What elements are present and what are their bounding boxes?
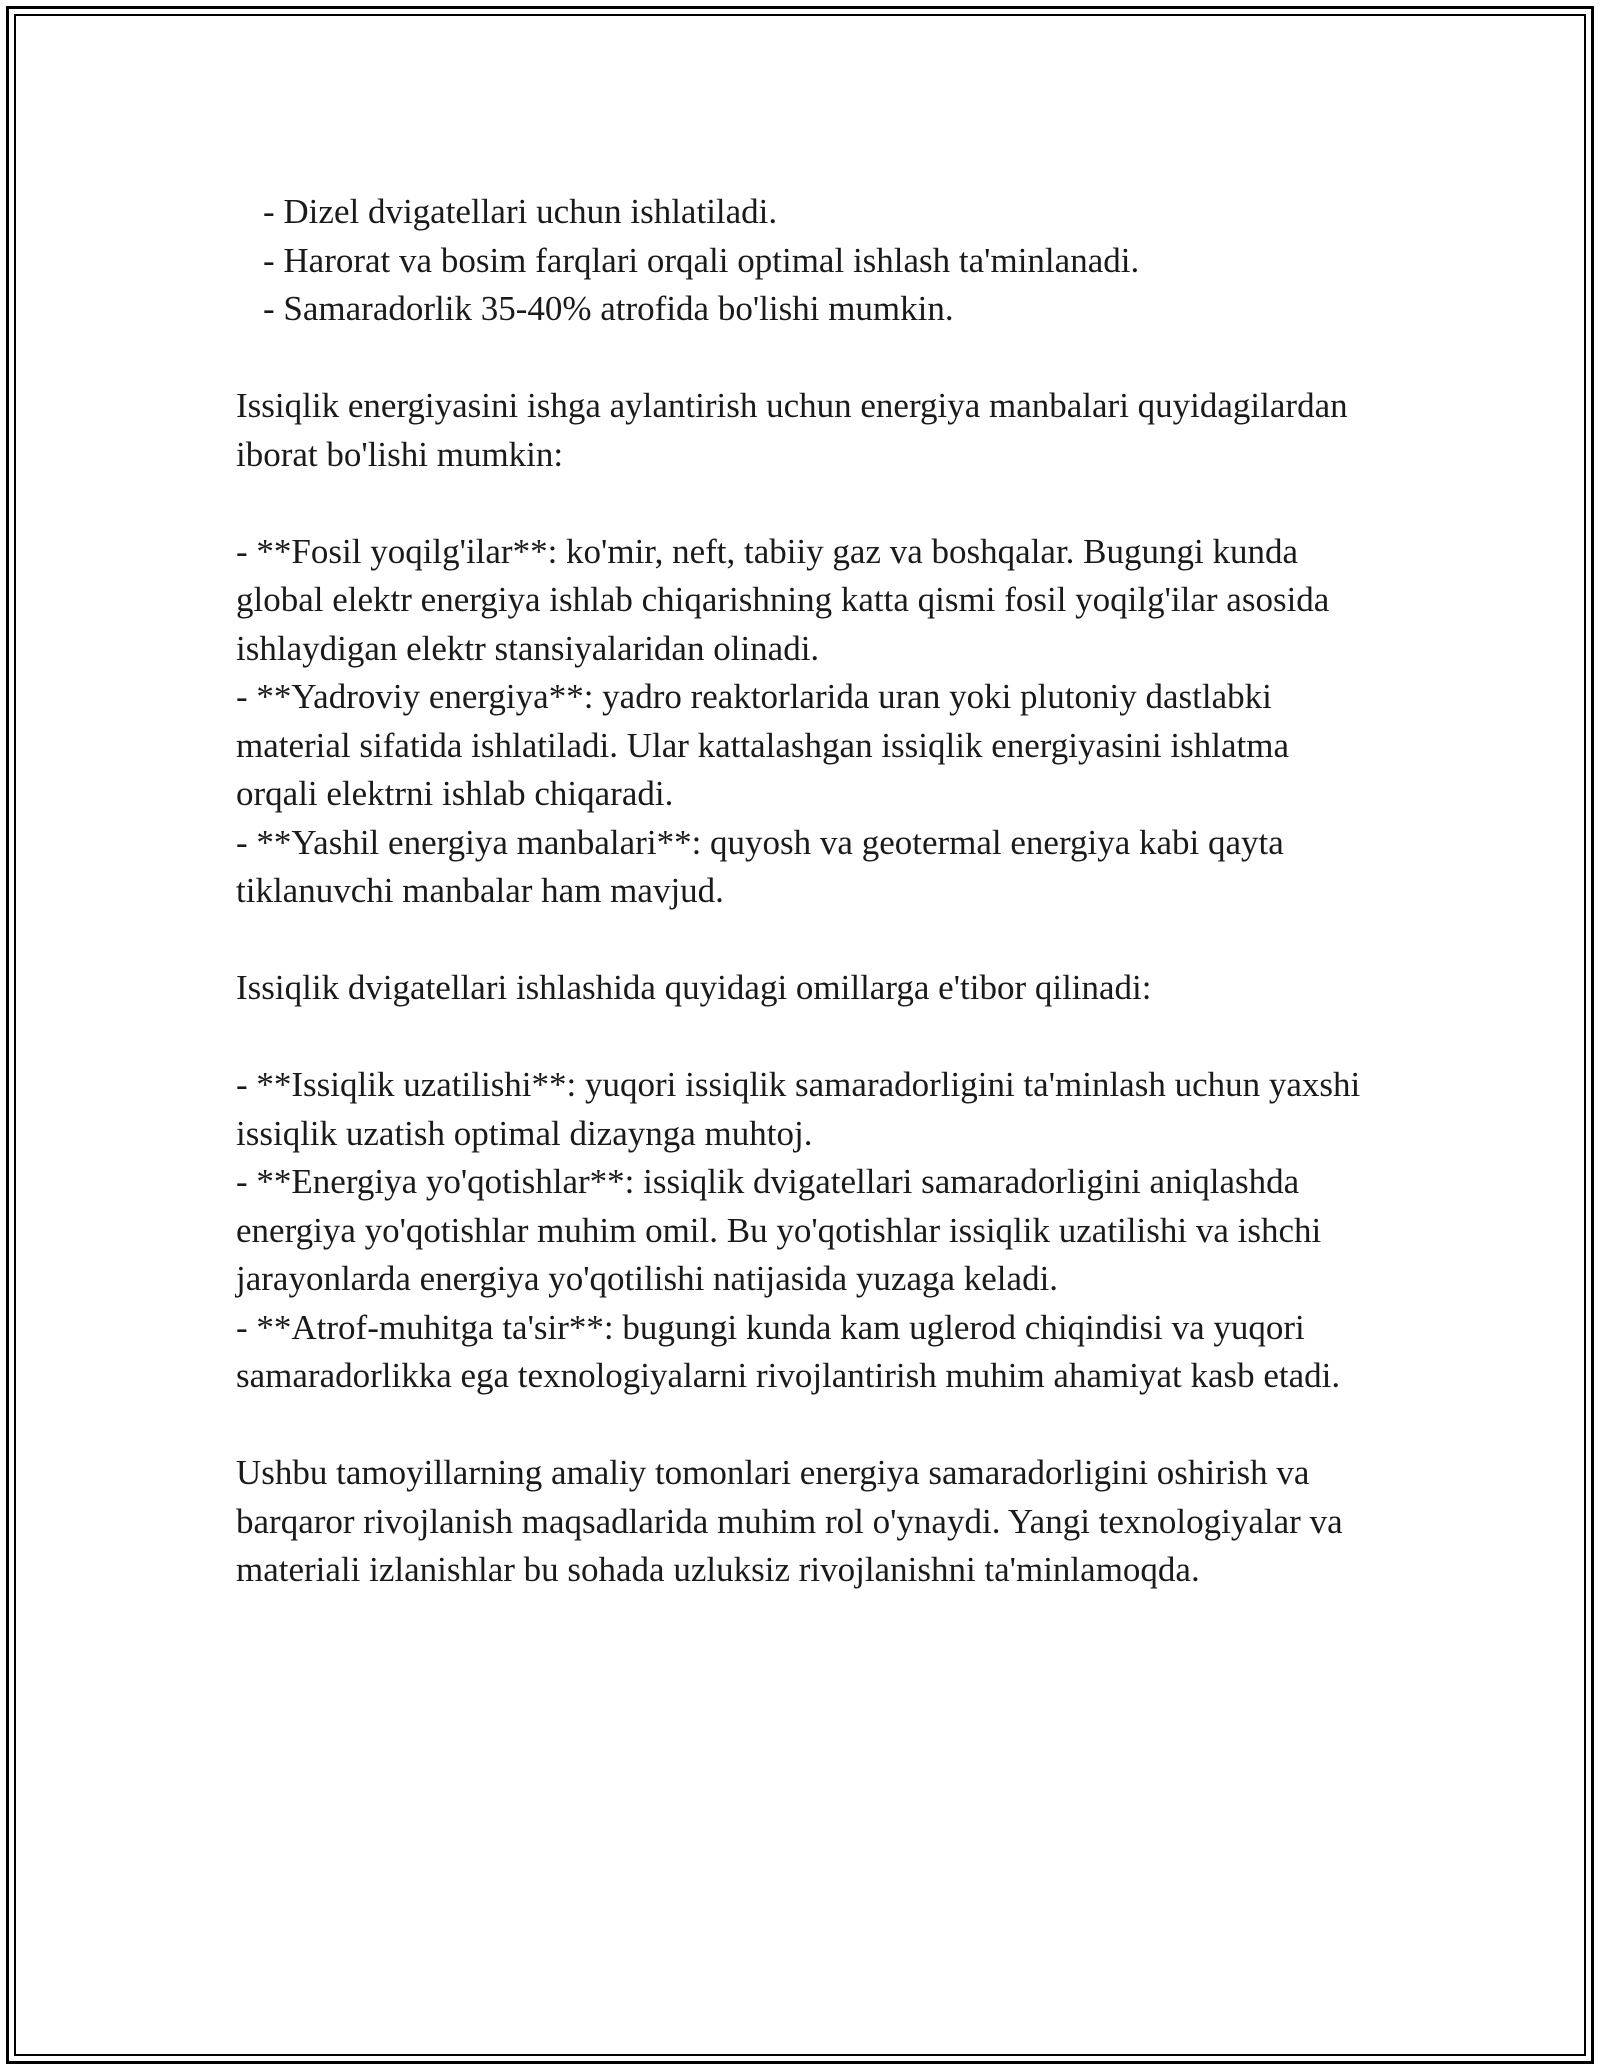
factors-list-item: - **Energiya yo'qotishlar**: issiqlik dvigatellari samaradorligini aniqlashda energiya yo'qotishlar muhim omil. Bu yo'qotishlar issiqlik uzatilishi va ishchi jarayonlarda energiya yo'qotilishi natijasida yuzaga keladi. (236, 1162, 1330, 1298)
paragraph-gap (236, 916, 1366, 965)
sources-list-item: - **Yashil energiya manbalari**: quyosh va geotermal energiya kabi qayta tiklanuvchi manbalar ham mavjud. (236, 822, 1293, 910)
paragraph-gap (236, 334, 1366, 383)
factors-list-item: - **Atrof-muhitga ta'sir**: bugungi kunda kam uglerod chiqindisi va yuqori samaradorlikka ega texnologiyalarni rivojlantirish muhim ahamiyat kasb etadi. (236, 1307, 1341, 1395)
intro-list-item: - Harorat va bosim farqlari orqali optimal ishlash ta'minlanadi. (263, 240, 1140, 280)
sources-list-item: - **Yadroviy energiya**: yadro reaktorlarida uran yoki plutoniy dastlabki material sifatida ishlatiladi. Ular kattalashgan issiqlik energiyasini ishlatma orqali elektrni ishlab chiqaradi. (236, 677, 1298, 813)
intro-list-item: - Dizel dvigatellari uchun ishlatiladi. (263, 192, 778, 231)
factors-intro: Issiqlik dvigatellari ishlashida quyidagi omillarga e'tibor qilinadi: (236, 968, 1152, 1007)
document-body (236, 188, 1369, 1595)
paragraph-gap (236, 479, 1366, 528)
factors-list-item: - **Issiqlik uzatilishi**: yuqori issiqlik samaradorligini ta'minlash uchun yaxshi issiqlik uzatish optimal dizaynga muhtoj. (236, 1065, 1369, 1153)
paragraph-gap (236, 1401, 1366, 1450)
intro-list-item: - Samaradorlik 35-40% atrofida bo'lishi mumkin. (263, 289, 954, 328)
sources-list-item: - **Fosil yoqilg'ilar**: ko'mir, neft, tabiiy gaz va boshqalar. Bugungi kunda global elektr energiya ishlab chiqarishning katta qismi fosil yoqilg'ilar asosida ishlaydigan elektr stansiyalaridan olinadi. (236, 531, 1339, 668)
paragraph-gap (236, 1013, 1366, 1062)
energy-sources-intro: Issiqlik energiyasini ishga aylantirish uchun energiya manbalari quyidagilardan iborat bo'lishi mumkin: (236, 386, 1357, 474)
conclusion-paragraph: Ushbu tamoyillarning amaliy tomonlari energiya samaradorligini oshirish va barqaror rivojlanish maqsadlarida muhim rol o'ynaydi. Yangi texnologiyalar va materiali izlanishlar bu sohada uzluksiz rivojlanishni ta'minlamoqda. (236, 1453, 1352, 1589)
